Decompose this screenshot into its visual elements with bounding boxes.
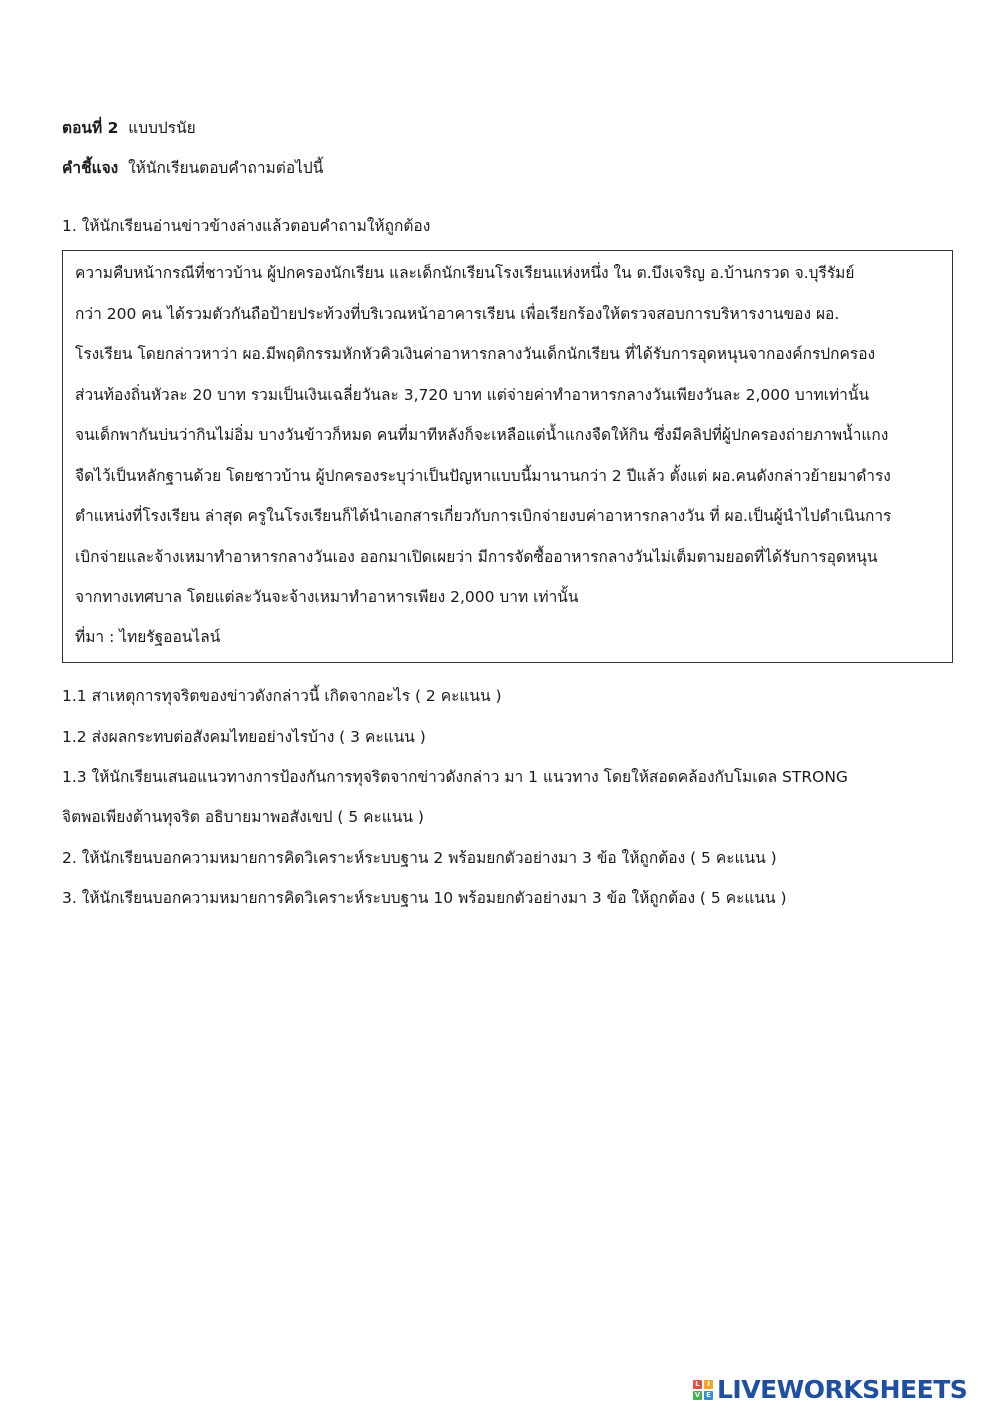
logo-letter: E <box>704 1391 713 1400</box>
news-line: จืดไว้เป็นหลักฐานด้วย โดยชาวบ้าน ผู้ปกครองระบุว่าเป็นปัญหาแบบนี้มานานกว่า 2 ปีแล้ว ตั้งแต่ ผอ.คนดังกล่าวย้ายมาดำรง <box>75 467 891 485</box>
news-line: จนเด็กพากันบ่นว่ากินไม่อิ่ม บางวันข้าวก็หมด คนที่มาทีหลังก็จะเหลือแต่น้ำแกงจืดให้กิน ซึ่งมีคลิปที่ผู้ปกครองถ่ายภาพน้ำแกง <box>75 426 889 444</box>
logo-letter: I <box>704 1380 713 1389</box>
logo-text: LIVEWORKSHEETS <box>717 1375 968 1404</box>
part-heading <box>62 118 196 138</box>
instruction-label: คำชี้แจง <box>62 159 119 177</box>
news-line: จากทางเทศบาล โดยแต่ละวันจะจ้างเหมาทำอาหารเพียง 2,000 บาท เท่านั้น <box>75 588 579 606</box>
news-line: โรงเรียน โดยกล่าวหาว่า ผอ.มีพฤติกรรมหักหัวคิวเงินค่าอาหารกลางวันเด็กนักเรียน ที่ได้รับการอุดหนุนจากองค์กรปกครอง <box>75 345 876 363</box>
instruction-text: ให้นักเรียนตอบคำถามต่อไปนี้ <box>128 159 324 177</box>
news-line: เบิกจ่ายและจ้างเหมาทำอาหารกลางวันเอง ออกมาเปิดเผยว่า มีการจัดซื้ออาหารกลางวันไม่เต็มตามยอดที่ได้รับการอุดหนุน <box>75 548 878 566</box>
news-line: ความคืบหน้ากรณีที่ชาวบ้าน ผู้ปกครองนักเรียน และเด็กนักเรียนโรงเรียนแห่งหนึ่ง ใน ต.บึงเจริญ อ.บ้านกรวด จ.บุรีรัมย์ <box>75 264 855 282</box>
logo-letter: V <box>694 1391 701 1399</box>
logo-grid-icon <box>693 1380 713 1400</box>
question-1-prompt: 1. ให้นักเรียนอ่านข่าวข้างล่างแล้วตอบคำถามให้ถูกต้อง <box>62 217 431 235</box>
instruction-line <box>62 158 323 178</box>
part-type: แบบปรนัย <box>128 119 196 137</box>
news-source: ที่มา : ไทยรัฐออนไลน์ <box>75 628 221 646</box>
question-1-3-cont: จิตพอเพียงต้านทุจริต อธิบายมาพอสังเขป ( 5 คะแนน ) <box>62 808 424 826</box>
question-1-3: 1.3 ให้นักเรียนเสนอแนวทางการป้องกันการทุจริตจากข่าวดังกล่าว มา 1 แนวทาง โดยให้สอดคล้องกับโมเดล STRONG <box>62 768 848 786</box>
news-article-box <box>62 250 953 663</box>
question-2: 2. ให้นักเรียนบอกความหมายการคิดวิเคราะห์ระบบฐาน 2 พร้อมยกตัวอย่างมา 3 ข้อ ให้ถูกต้อง ( 5 คะแนน ) <box>62 849 777 867</box>
question-3: 3. ให้นักเรียนบอกความหมายการคิดวิเคราะห์ระบบฐาน 10 พร้อมยกตัวอย่างมา 3 ข้อ ให้ถูกต้อง ( 5 คะแนน ) <box>62 889 787 907</box>
question-1-2: 1.2 ส่งผลกระทบต่อสังคมไทยอย่างไรบ้าง ( 3 คะแนน ) <box>62 728 426 746</box>
news-line: กว่า 200 คน ได้รวมตัวกันถือป้ายประท้วงที่บริเวณหน้าอาคารเรียน เพื่อเรียกร้องให้ตรวจสอบการบริหารงานของ ผอ. <box>75 305 840 323</box>
question-1-1: 1.1 สาเหตุการทุจริตของข่าวดังกล่าวนี้ เกิดจากอะไร ( 2 คะแนน ) <box>62 687 502 705</box>
liveworksheets-logo <box>693 1376 967 1404</box>
logo-letter: L <box>693 1380 702 1389</box>
part-label: ตอนที่ 2 <box>62 119 119 137</box>
news-line: ตำแหน่งที่โรงเรียน ล่าสุด ครูในโรงเรียนก็ได้นำเอกสารเกี่ยวกับการเบิกจ่ายงบค่าอาหารกลางวัน ที่ ผอ.เป็นผู้นำไปดำเนินการ <box>75 507 892 525</box>
news-line: ส่วนท้องถิ่นหัวละ 20 บาท รวมเป็นเงินเฉลี่ยวันละ 3,720 บาท แต่จ่ายค่าทำอาหารกลางวันเพียงวันละ 2,000 บาทเท่านั้น <box>75 386 870 404</box>
